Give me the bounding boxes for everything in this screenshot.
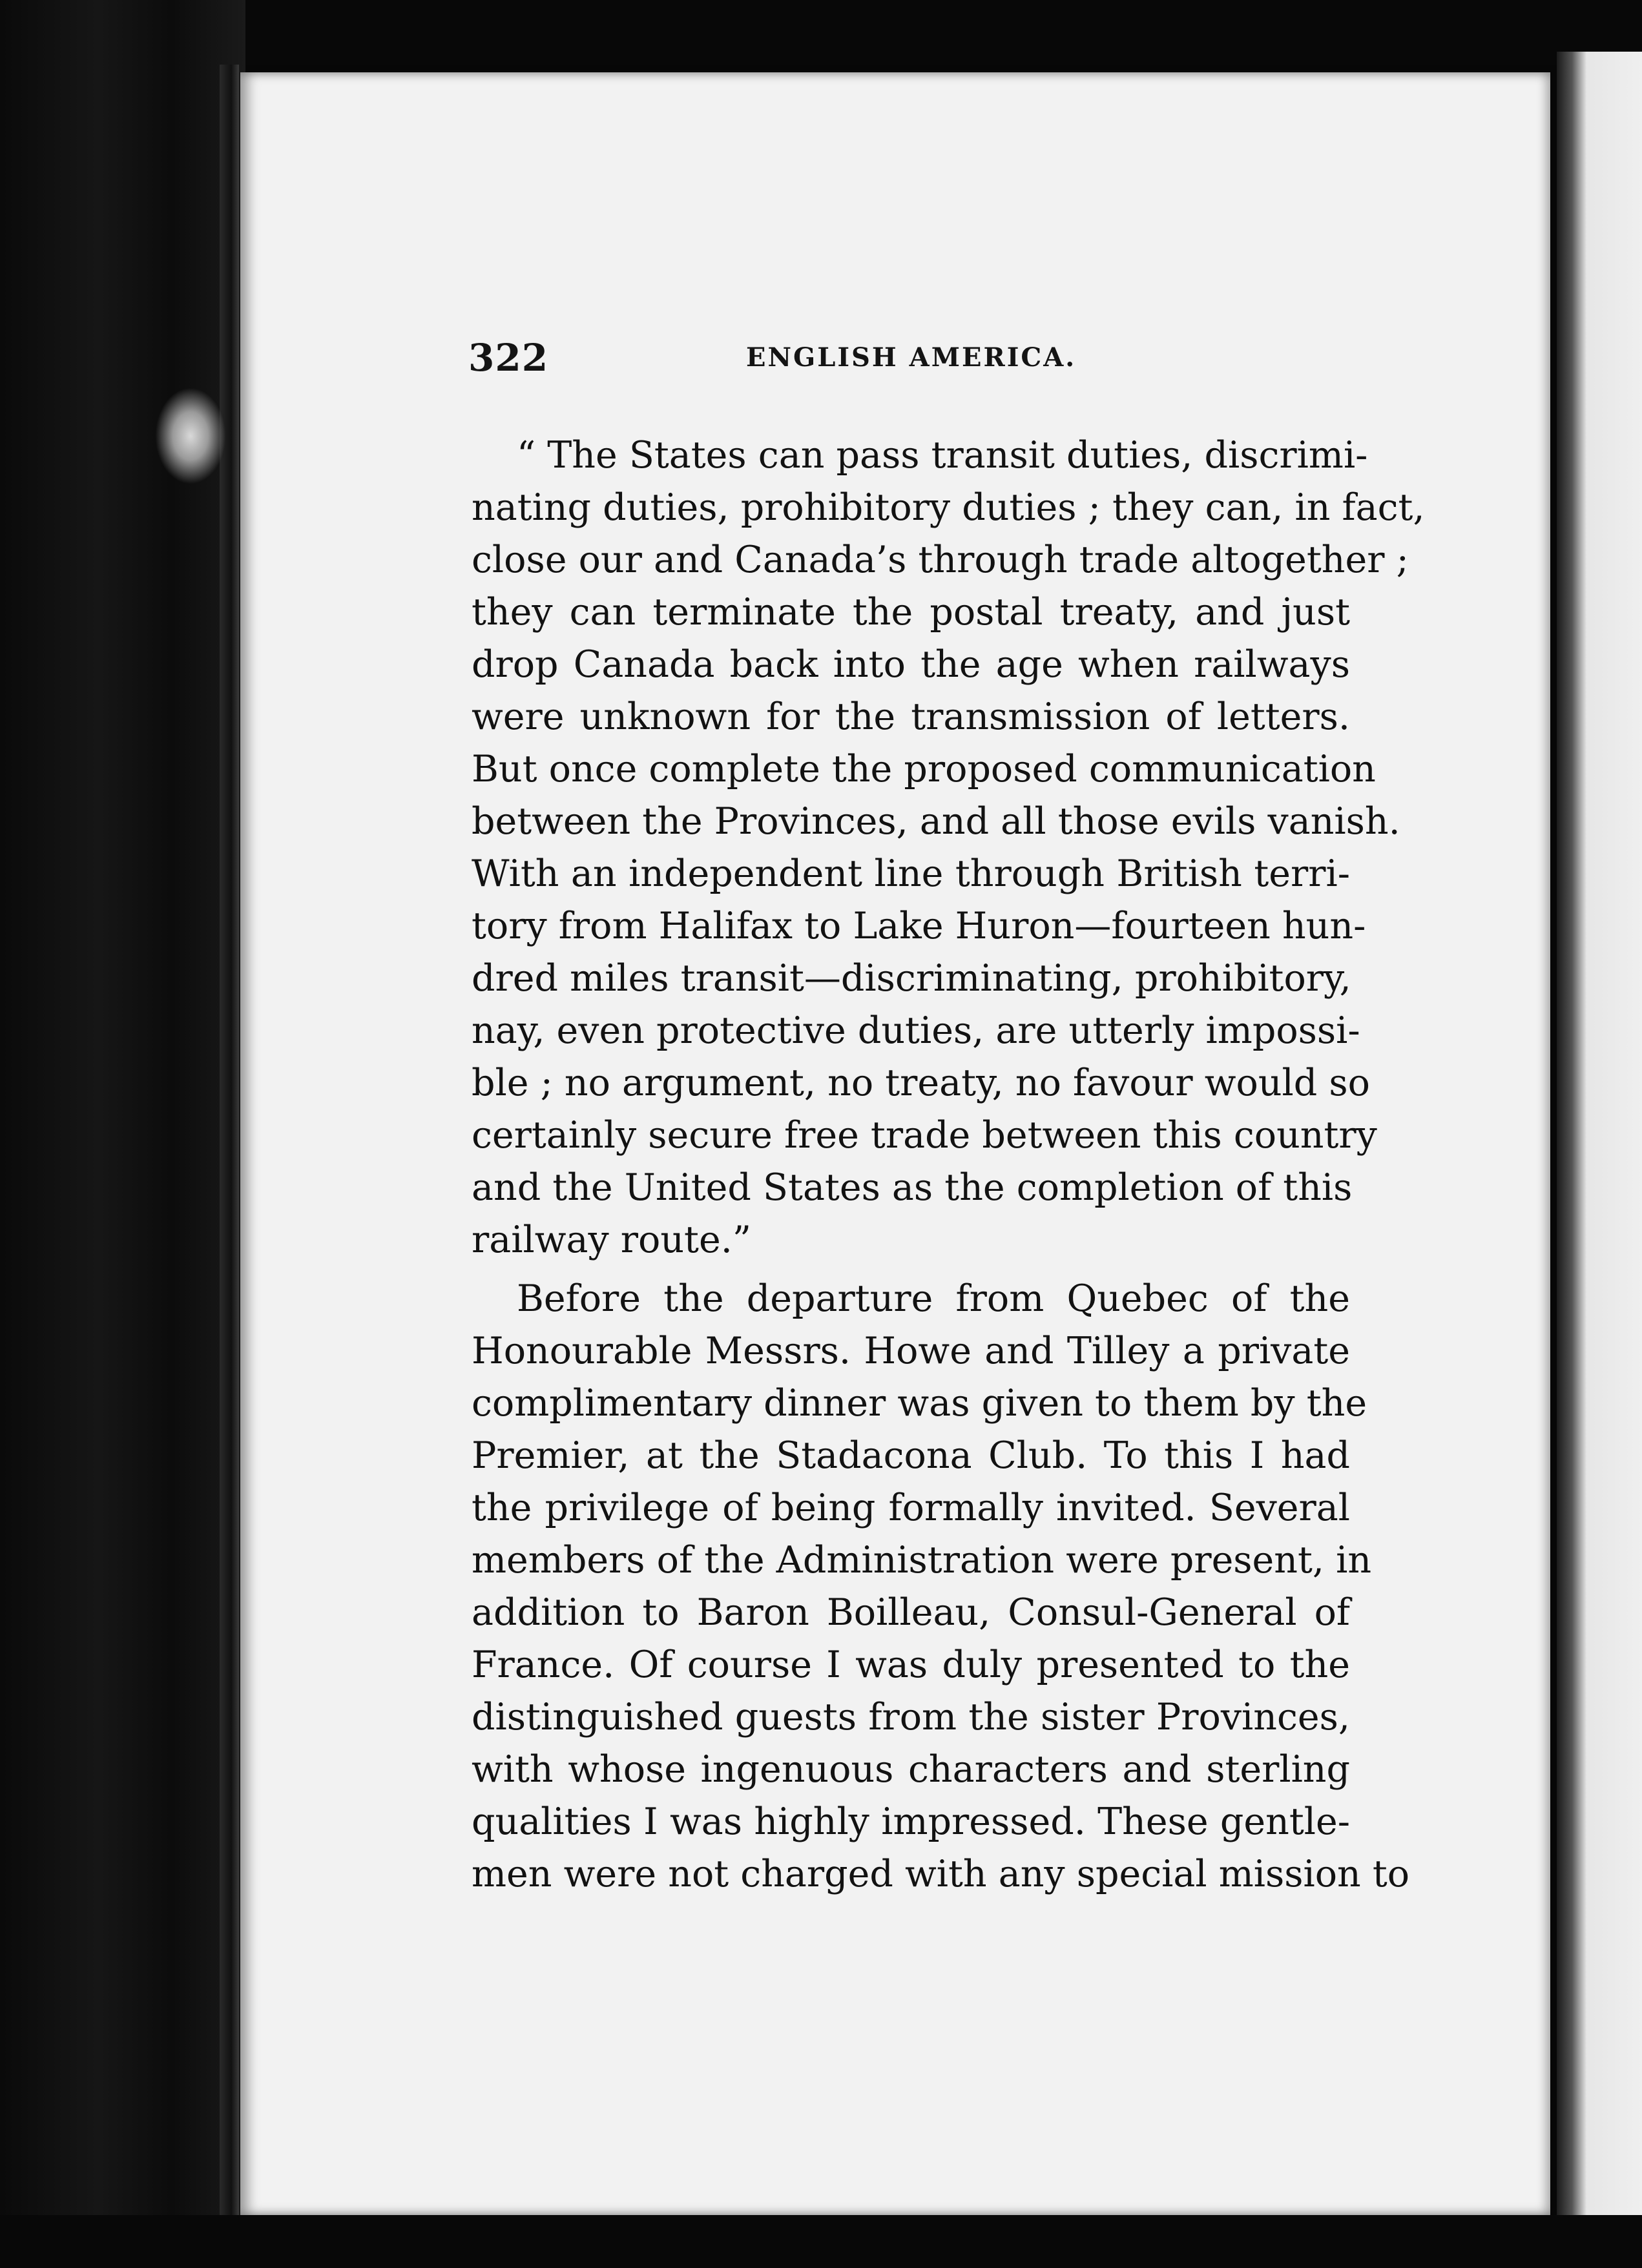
quote-line: dred miles transit—discriminating, prohibitory, — [472, 957, 1351, 1000]
quote-line: drop Canada back into the age when railways — [472, 643, 1350, 686]
quote-line: and the United States as the completion of this — [472, 1166, 1353, 1209]
paragraph-gap — [472, 1266, 1350, 1273]
quote-line: ble ; no argument, no treaty, no favour would so — [472, 1062, 1370, 1104]
quote-line: With an independent line through British terri- — [472, 852, 1350, 895]
body-text — [472, 429, 1425, 1901]
quote-line: certainly secure free trade between this country — [472, 1114, 1377, 1157]
quote-line: nay, even protective duties, are utterly impossi- — [472, 1009, 1360, 1052]
quote-line: nating duties, prohibitory duties ; they can, in fact, — [472, 486, 1425, 529]
paragraph-line: members of the Administration were present, in — [472, 1539, 1372, 1582]
next-page-edge — [1557, 52, 1642, 2247]
quote-line: close our and Canada’s through trade altogether ; — [472, 539, 1409, 581]
quote-line: were unknown for the transmission of letters. — [472, 696, 1350, 738]
spine-edge — [220, 65, 239, 2215]
quote-line: tory from Halifax to Lake Huron—fourteen hun- — [472, 905, 1366, 947]
book-spine — [0, 0, 245, 2268]
paragraph-line: men were not charged with any special mission to — [472, 1853, 1410, 1895]
scan-bottom-border — [0, 2215, 1642, 2268]
scan-top-border — [0, 0, 1642, 65]
paragraph-line: France. Of course I was duly presented to the — [472, 1644, 1350, 1686]
quote-line: “ The States can pass transit duties, discrimi- — [517, 434, 1368, 477]
paragraph-line: with whose ingenuous characters and sterling — [472, 1748, 1350, 1791]
paragraph-line: qualities I was highly impressed. These gentle- — [472, 1800, 1350, 1843]
running-head: ENGLISH AMERICA. — [746, 342, 1077, 373]
paragraph-line: Honourable Messrs. Howe and Tilley a private — [472, 1330, 1350, 1372]
page-number: 322 — [468, 336, 549, 380]
quote-line: they can terminate the postal treaty, and just — [472, 591, 1350, 634]
paragraph-line: addition to Baron Boilleau, Consul-General of — [472, 1591, 1350, 1634]
paragraph-line: distinguished guests from the sister Provinces, — [472, 1696, 1350, 1738]
quote-line: between the Provinces, and all those evils vanish. — [472, 800, 1400, 843]
page-header — [468, 336, 1334, 387]
paragraph-line: complimentary dinner was given to them by the — [472, 1382, 1367, 1425]
quote-line: railway route.” — [472, 1219, 751, 1261]
quote-line: But once complete the proposed communication — [472, 748, 1376, 790]
paragraph-line: Before the departure from Quebec of the — [517, 1277, 1350, 1320]
paper-fleck — [155, 387, 226, 484]
paragraph-line: Premier, at the Stadacona Club. To this I had — [472, 1434, 1350, 1477]
paragraph-line: the privilege of being formally invited. Several — [472, 1487, 1350, 1529]
